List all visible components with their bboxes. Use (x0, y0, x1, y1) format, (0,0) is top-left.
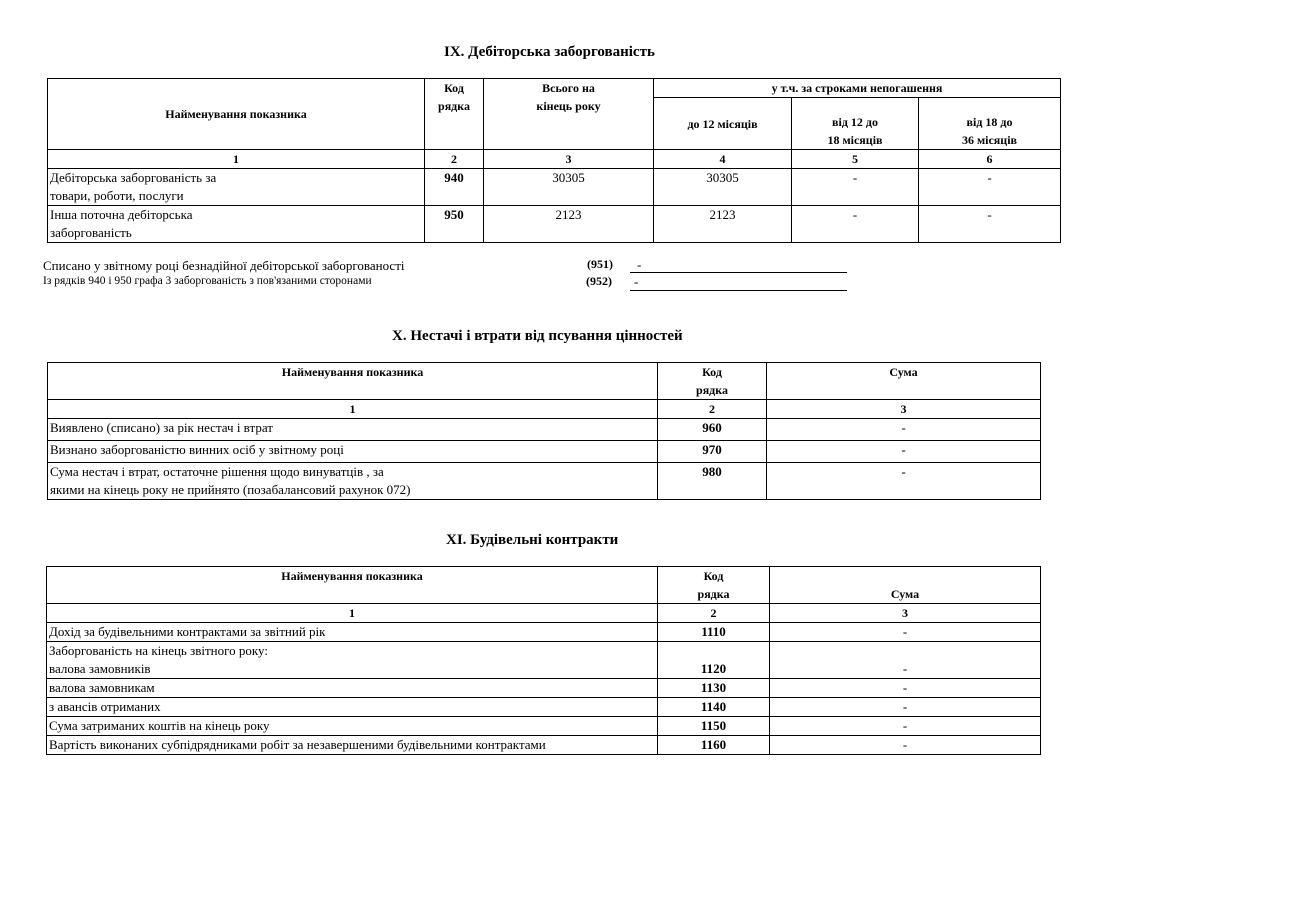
row-code: 980 (658, 463, 767, 500)
header-name: Найменування показника (48, 79, 425, 150)
header-sum: Сума (770, 567, 1041, 604)
section-9-title: IX. Дебіторська заборгованість (444, 44, 655, 60)
row-period-2: - (792, 206, 919, 243)
table-row (48, 463, 1041, 500)
note-related-parties-line (630, 290, 847, 291)
col-number-4: 4 (654, 150, 792, 169)
row-name: Визнано заборгованістю винних осіб у звітному році (48, 441, 658, 463)
row-code: 940 (425, 169, 484, 206)
row-code: 1120 (658, 642, 770, 679)
note-written-off-code: (951) (587, 257, 613, 271)
header-code-line1: Код (702, 365, 722, 379)
row-code: 950 (425, 206, 484, 243)
col-number-3: 3 (770, 604, 1041, 623)
note-related-parties-value: - (634, 274, 639, 289)
header-period-1: до 12 місяців (654, 98, 792, 150)
row-name (48, 463, 658, 500)
header-period-2-line2: 18 місяців (827, 133, 883, 147)
note-written-off-value: - (637, 257, 642, 272)
table-row (47, 717, 1041, 736)
row-total: 30305 (484, 169, 654, 206)
row-code: 1150 (658, 717, 770, 736)
header-code (425, 79, 484, 150)
row-code: 1160 (658, 736, 770, 755)
col-number-1: 1 (48, 150, 425, 169)
row-name: валова замовникам (47, 679, 658, 698)
col-number-1: 1 (47, 604, 658, 623)
row-name-line1: Дебіторська заборгованість за (50, 170, 217, 185)
shortages-table (47, 362, 1041, 500)
table-row (47, 642, 1041, 679)
header-sum: Сума (767, 363, 1041, 400)
section-10-title: X. Нестачі і втрати від псування цінностей (392, 328, 683, 344)
header-total-line2: кінець року (536, 99, 601, 113)
col-number-5: 5 (792, 150, 919, 169)
header-total (484, 79, 654, 150)
col-number-1: 1 (48, 400, 658, 419)
row-sum: - (770, 717, 1041, 736)
row-sum: - (770, 736, 1041, 755)
row-name (47, 642, 658, 679)
table-row (48, 441, 1041, 463)
row-name (48, 206, 425, 243)
note-related-parties: Із рядків 940 і 950 графа 3 заборгованість з пов'язаними сторонами (43, 275, 372, 287)
row-code: 960 (658, 419, 767, 441)
row-name: Сума затриманих коштів на кінець року (47, 717, 658, 736)
col-number-2: 2 (658, 400, 767, 419)
row-sum: - (770, 679, 1041, 698)
header-code-line2: рядка (697, 587, 730, 601)
row-total: 2123 (484, 206, 654, 243)
row-name (48, 169, 425, 206)
header-code (658, 363, 767, 400)
header-code (658, 567, 770, 604)
row-name-line1: Сума нестач і втрат, остаточне рішення щодо винуватців , за (50, 464, 384, 479)
note-written-off: Списано у звітному році безнадійної дебіторської заборгованості (43, 258, 405, 273)
row-period-1: 30305 (654, 169, 792, 206)
row-sum: - (770, 642, 1041, 679)
row-code: 1140 (658, 698, 770, 717)
row-period-3: - (919, 206, 1061, 243)
header-code-line2: рядка (438, 99, 470, 113)
table-row (48, 169, 1061, 206)
header-period-2-line1: від 12 до (832, 115, 878, 129)
row-name-line1: Інша поточна дебіторська (50, 207, 193, 222)
table-row (47, 679, 1041, 698)
header-period-3-line2: 36 місяців (961, 133, 1018, 147)
header-period-3-line1: від 18 до (966, 115, 1013, 129)
receivables-table (47, 78, 1061, 243)
row-name-line2: валова замовників (49, 661, 151, 676)
header-code-line1: Код (703, 569, 724, 583)
row-name-line2: товари, роботи, послуги (50, 188, 184, 203)
header-total-line1: Всього на (542, 81, 595, 95)
table-row (47, 623, 1041, 642)
header-name: Найменування показника (47, 567, 658, 604)
col-number-3: 3 (484, 150, 654, 169)
row-sum: - (767, 441, 1041, 463)
row-name-line1: Заборгованість на кінець звітного року: (49, 643, 268, 658)
table-row (47, 698, 1041, 717)
row-name: Виявлено (списано) за рік нестач і втрат (48, 419, 658, 441)
table-row (47, 736, 1041, 755)
row-name: Вартість виконаних субпідрядниками робіт за незавершеними будівельними контрактами (47, 736, 658, 755)
row-period-2: - (792, 169, 919, 206)
row-name: з авансів отриманих (47, 698, 658, 717)
header-name: Найменування показника (48, 363, 658, 400)
row-period-3: - (919, 169, 1061, 206)
row-sum: - (770, 698, 1041, 717)
table-row (48, 206, 1061, 243)
row-name-line2: якими на кінець року не прийнято (позабалансовий рахунок 072) (50, 482, 411, 497)
row-code: 1130 (658, 679, 770, 698)
header-period-3 (919, 98, 1061, 150)
header-code-line2: рядка (696, 383, 728, 397)
row-sum: - (767, 463, 1041, 500)
row-code: 970 (658, 441, 767, 463)
row-code: 1110 (658, 623, 770, 642)
header-group: у т.ч. за строками непогашення (654, 79, 1061, 98)
col-number-3: 3 (767, 400, 1041, 419)
construction-contracts-table (46, 566, 1041, 755)
table-row (48, 419, 1041, 441)
header-period-2 (792, 98, 919, 150)
note-related-parties-code: (952) (586, 274, 612, 288)
row-sum: - (767, 419, 1041, 441)
col-number-2: 2 (425, 150, 484, 169)
row-period-1: 2123 (654, 206, 792, 243)
col-number-2: 2 (658, 604, 770, 623)
section-11-title: XI. Будівельні контракти (446, 532, 619, 548)
row-sum: - (770, 623, 1041, 642)
col-number-6: 6 (919, 150, 1061, 169)
row-name: Дохід за будівельними контрактами за звітний рік (47, 623, 658, 642)
row-name-line2: заборгованість (50, 225, 132, 240)
note-written-off-line (630, 272, 847, 273)
header-code-line1: Код (444, 81, 464, 95)
